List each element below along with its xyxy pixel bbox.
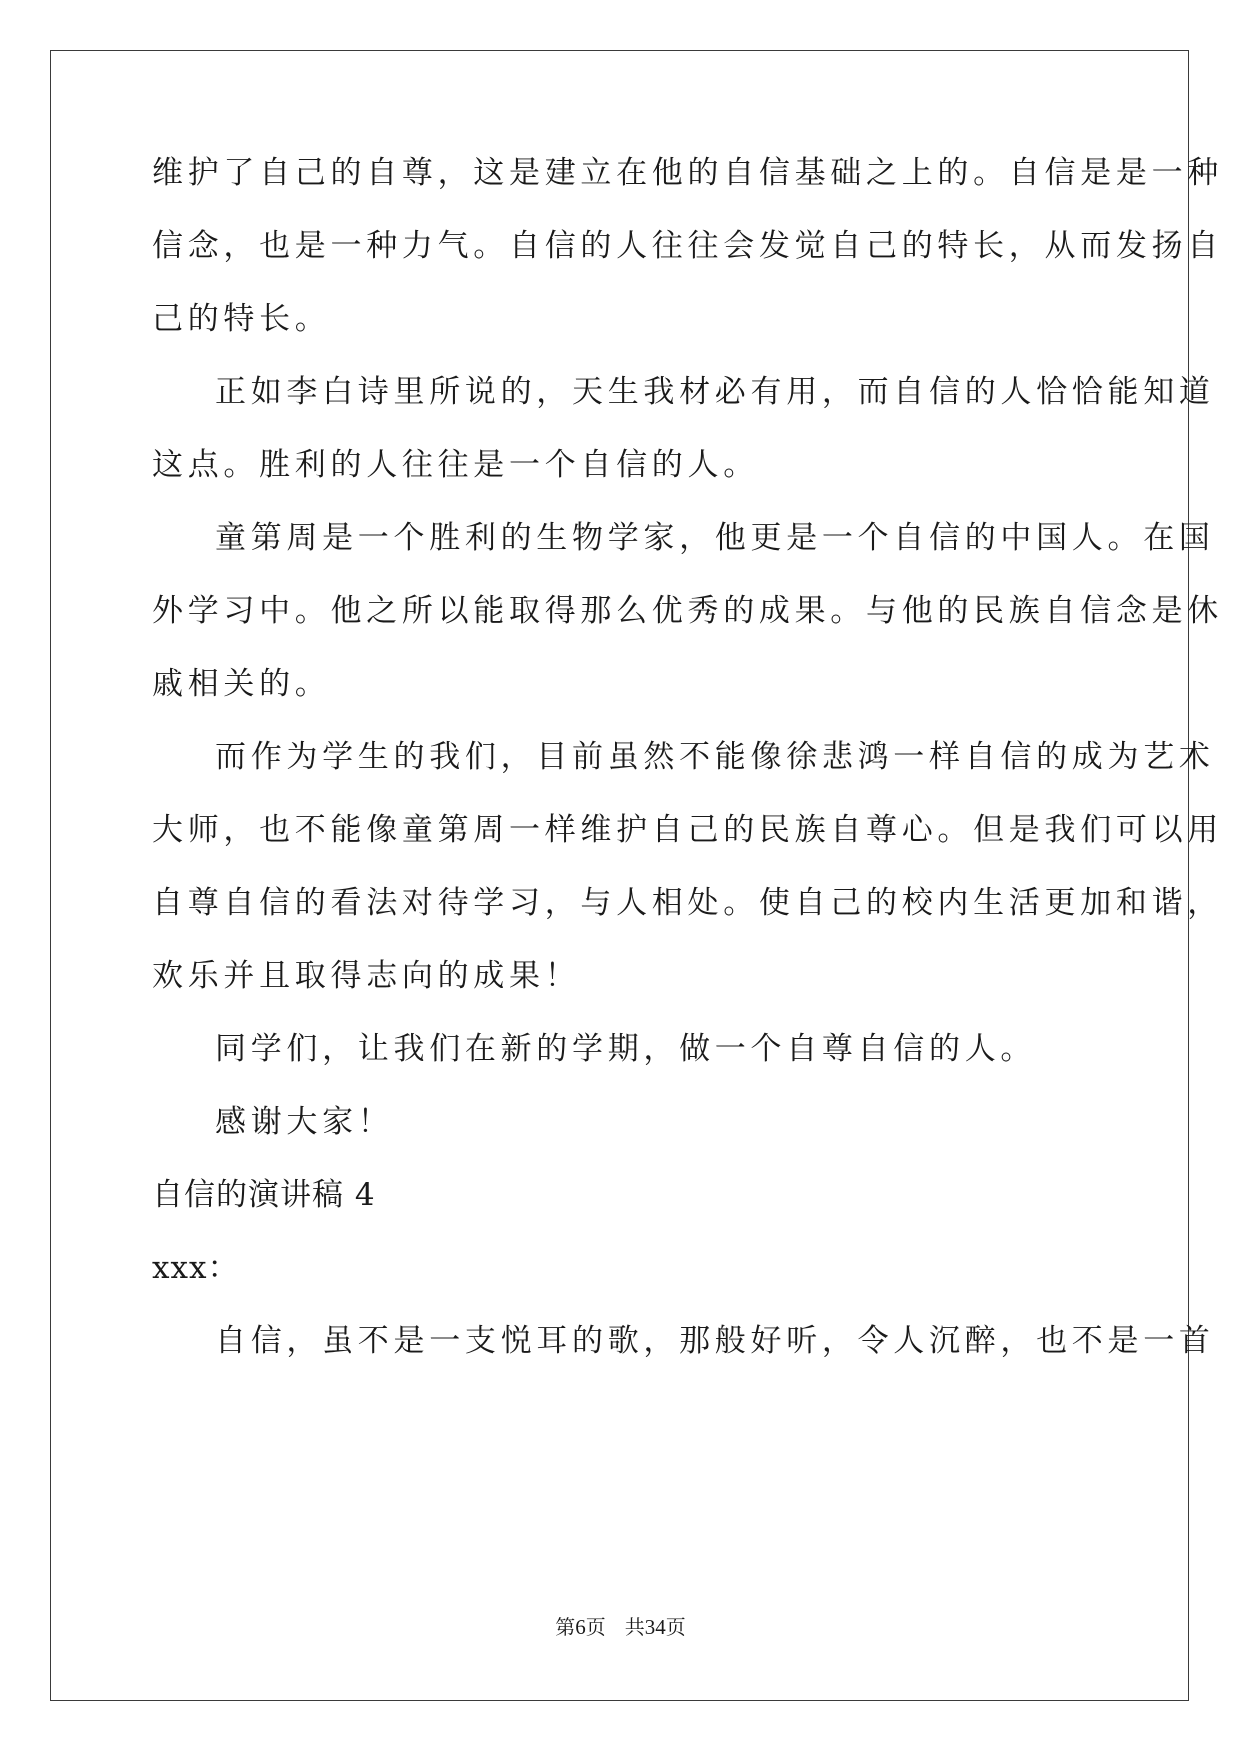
page-border xyxy=(50,50,1189,1701)
paragraph-line: 己的特长。 xyxy=(152,301,331,337)
paragraph-line: 同学们，让我们在新的学期，做一个自尊自信的人。 xyxy=(215,1031,1037,1067)
paragraph-line: 大师，也不能像童第周一样维护自己的民族自尊心。但是我们可以用 xyxy=(152,812,1223,848)
paragraph-line: 自信，虽不是一支悦耳的歌，那般好听，令人沉醉，也不是一首 xyxy=(215,1323,1215,1359)
paragraph-line: 感谢大家！ xyxy=(215,1104,394,1140)
paragraph-line: 童第周是一个胜利的生物学家，他更是一个自信的中国人。在国 xyxy=(215,520,1215,556)
paragraph-line: 而作为学生的我们，目前虽然不能像徐悲鸿一样自信的成为艺术 xyxy=(215,739,1215,775)
page-prefix: 第 xyxy=(555,1615,576,1639)
paragraph-line: 自尊自信的看法对待学习，与人相处。使自己的校内生活更加和谐， xyxy=(152,885,1223,921)
page-footer xyxy=(0,1614,1241,1640)
paragraph-line: 欢乐并且取得志向的成果！ xyxy=(152,958,581,994)
total-pages: 34 xyxy=(644,1615,666,1639)
paragraph-line: 这点。胜利的人往往是一个自信的人。 xyxy=(152,447,759,483)
section-title: 自信的演讲稿 4 xyxy=(152,1177,376,1213)
paragraph-line: 戚相关的。 xyxy=(152,666,331,702)
paragraph-line: 信念，也是一种力气。自信的人往往会发觉自己的特长，从而发扬自 xyxy=(152,228,1223,264)
paragraph-line: 正如李白诗里所说的，天生我材必有用，而自信的人恰恰能知道 xyxy=(215,374,1215,410)
total-suffix: 页 xyxy=(665,1615,686,1639)
page-suffix: 页 xyxy=(585,1615,606,1639)
paragraph-line: 外学习中。他之所以能取得那么优秀的成果。与他的民族自信念是休 xyxy=(152,593,1223,629)
page-number: 6 xyxy=(575,1615,586,1639)
paragraph-line: 维护了自己的自尊，这是建立在他的自信基础之上的。自信是是一种 xyxy=(152,155,1223,191)
salutation: xxx： xyxy=(152,1250,240,1286)
total-prefix: 共 xyxy=(624,1615,645,1639)
